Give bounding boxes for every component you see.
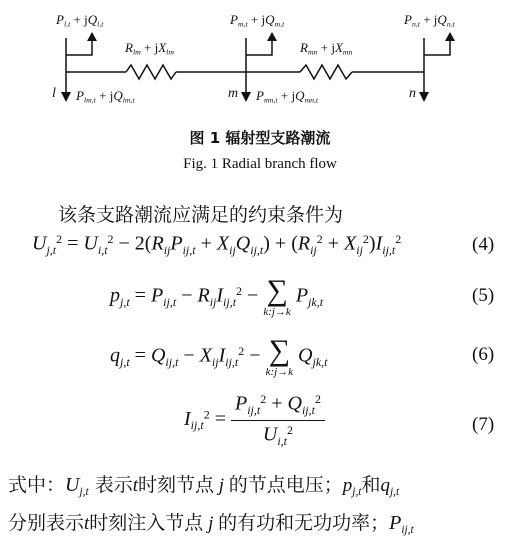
summation-operator: ∑ k:j→k	[263, 274, 291, 318]
injection-label-l: $P_{l,t} + jQ_{l,t}$	[56, 12, 104, 29]
injection-arrow-l	[66, 40, 92, 55]
impedance-label-lm: $R_{lm} + jX_{lm}$	[125, 40, 174, 57]
summation-operator: ∑ k:j→k	[265, 334, 294, 378]
equation-number-7: (7)	[472, 414, 495, 435]
impedance-label-mn: $R_{mn} + jX_{mn}$	[300, 40, 353, 57]
figure-caption-cn: 图 1 辐射型支路潮流	[189, 129, 331, 147]
equation-5: $p_{j,t} = P_{ij,t} - R_{ij}I_{ij,t}^2$ − ∑ k:j→k $P_{jk,t}$	[110, 274, 324, 318]
arrow-head	[241, 92, 251, 102]
intro-text: 该条支路潮流应满足的约束条件为	[58, 204, 344, 226]
equation-6: $q_{j,t} = Q_{ij,t} - X_{ij}I_{ij,t}^2$ − ∑ k:j→k $Q_{jk,t}$	[110, 334, 328, 378]
equation-number-6: (6)	[472, 344, 495, 365]
load-label-mn: $P_{mn,t} + jQ_{mn,t}$	[256, 88, 319, 105]
equation-number-5: (5)	[472, 285, 495, 306]
resistor-mn	[300, 65, 352, 79]
resistor-lm	[126, 65, 176, 79]
arrow-head	[87, 32, 97, 41]
injection-label-n: $P_{n,t} + jQ_{n,t}$	[404, 12, 455, 29]
arrow-head	[445, 32, 455, 41]
injection-arrow-n	[424, 40, 450, 55]
explanation-line-2: 分别表示t时刻注入节点 j 的有功和无功功率；$P_{ij,t}$	[8, 512, 414, 536]
node-label-m: m	[228, 86, 239, 101]
equation-7: $I_{ij,t}^2$ = $\frac{P_{ij,t}^2 + Q_{ij,t}^2}{U_{i,t}^2}$	[184, 392, 325, 449]
equation-number-4: (4)	[472, 234, 495, 255]
equation-4: $U_{j,t}^2 = U_{i,t}^2 - 2(R_{ij}P_{ij,t} + X_{ij}Q_{ij,t}) + (R_{ij}^2 + X_{ij}^2)I_{ij,t}^2$	[32, 232, 402, 257]
load-label-lm: $P_{lm,t} + jQ_{lm,t}$	[76, 88, 135, 105]
arrow-head	[61, 92, 71, 102]
injection-label-m: $P_{m,t} + jQ_{m,t}$	[230, 12, 285, 29]
figure-caption-en: Fig. 1 Radial branch flow	[183, 156, 337, 172]
node-label-l: l	[52, 86, 56, 101]
arrow-head	[419, 92, 429, 102]
arrow-head	[267, 32, 277, 41]
node-label-n: n	[409, 86, 416, 101]
explanation-line-1: 式中：$U_{j,t}$ 表示t时刻节点 j 的节点电压；$p_{j,t}$和$q_{j,t}$	[8, 474, 400, 498]
injection-arrow-m	[246, 40, 272, 55]
fraction: $\frac{P_{ij,t}^2 + Q_{ij,t}^2}{U_{i,t}^2}$	[231, 392, 325, 449]
